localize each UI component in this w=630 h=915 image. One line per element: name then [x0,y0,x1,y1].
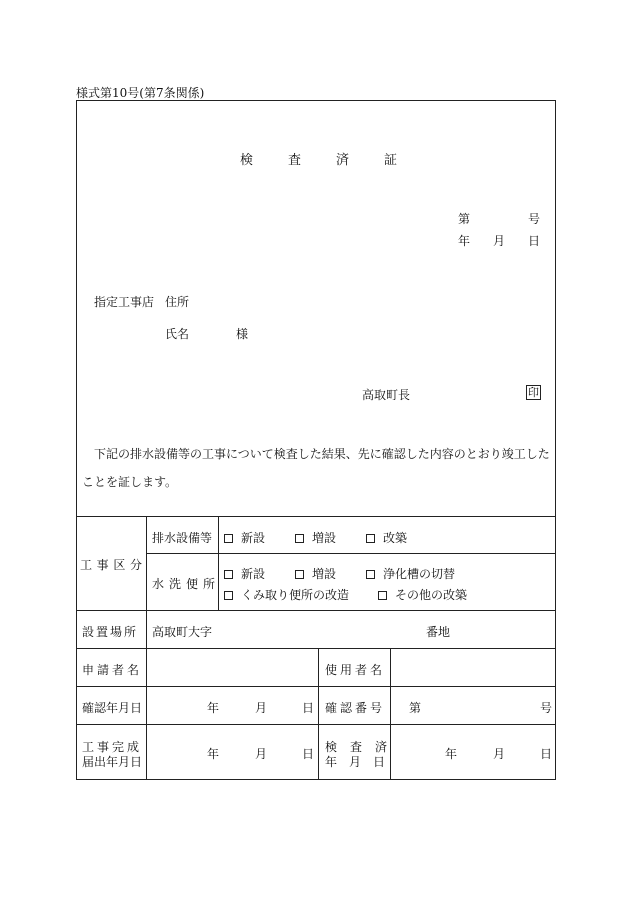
user-label: 使用者名 [325,663,386,677]
option-label: 増設 [312,567,337,581]
option-label: 改築 [383,531,408,545]
table-line [76,724,556,725]
option-label: くみ取り便所の改造 [241,588,350,602]
seal-mark: 印 [528,386,539,399]
confirm-date-day: 日 [302,701,315,715]
toilet-option-new[interactable] [224,565,265,582]
completion-label-line2: 届出年月日 [82,755,143,769]
confirm-number-dai: 第 [409,701,422,715]
contractor-name-label: 氏名 [165,327,190,341]
confirm-date-month: 月 [255,701,268,715]
confirm-date-year: 年 [207,701,220,715]
confirm-number-go: 号 [540,701,553,715]
work-category-text: 工 事 区 分 [80,558,142,572]
table-line [76,610,556,611]
drainage-option-expand[interactable] [295,529,336,546]
title-char-1: 検 [240,153,254,168]
table-line [146,516,147,780]
cert-date-month: 月 [493,234,506,248]
certificate-body [82,440,552,496]
title-char-3: 済 [336,153,350,168]
certificate-body-text: 下記の排水設備等の工事について検査した結果、先に確認した内容のとおり竣工したことを証します。 [82,447,550,489]
issuer-title: 高取町長 [362,388,411,402]
checkbox-icon[interactable] [378,591,387,600]
table-line [218,516,219,610]
toilet-option-expand[interactable] [295,565,336,582]
form-number-label: 様式第10号(第7条関係) [76,86,205,100]
table-line [318,648,319,780]
checkbox-icon[interactable] [295,534,304,543]
inspected-label-line2: 年月日 [325,755,398,769]
checkbox-icon[interactable] [224,570,233,579]
option-label: 新設 [241,567,266,581]
drainage-option-new[interactable] [224,529,265,546]
inspected-date-day: 日 [540,747,553,761]
drainage-option-rebuild[interactable] [366,529,407,546]
location-label: 設置場所 [82,625,139,639]
confirm-date-label: 確認年月日 [82,701,143,715]
checkbox-icon[interactable] [366,534,375,543]
cert-date-day: 日 [528,234,541,248]
toilet-label: 水洗便所 [152,577,221,591]
inspected-date-month: 月 [493,747,506,761]
contractor-honorific: 様 [236,327,249,341]
completion-label-line1: 工事完成 [82,740,143,754]
option-label: その他の改築 [395,588,468,602]
completion-date-year: 年 [207,747,220,761]
option-label: 新設 [241,531,266,545]
table-top-border [76,516,556,517]
option-label: 増設 [312,531,337,545]
completion-date-day: 日 [302,747,315,761]
cert-number-go: 号 [528,212,541,226]
cert-date-year: 年 [458,234,471,248]
table-line [76,686,556,687]
confirm-number-label: 確認番号 [325,701,386,715]
inspected-label-line1: 検査済 [325,740,401,754]
drainage-label: 排水設備等 [152,531,213,545]
checkbox-icon[interactable] [295,570,304,579]
location-value: 高取町大字 [152,625,213,639]
checkbox-icon[interactable] [366,570,375,579]
completion-date-month: 月 [255,747,268,761]
toilet-option-pit-conversion[interactable] [224,586,349,603]
cert-number-dai: 第 [458,212,471,226]
title-char-4: 証 [384,153,398,168]
checkbox-icon[interactable] [224,591,233,600]
option-label: 浄化槽の切替 [383,567,456,581]
checkbox-icon[interactable] [224,534,233,543]
work-category-label [80,556,142,573]
applicant-label: 申請者名 [82,663,143,677]
table-line [146,553,556,554]
contractor-label: 指定工事店 [94,295,155,309]
contractor-address-label: 住所 [165,295,190,309]
title-char-2: 査 [288,153,302,168]
table-line [76,648,556,649]
toilet-option-septic-switch[interactable] [366,565,455,582]
inspected-date-year: 年 [445,747,458,761]
location-suffix: 番地 [426,625,451,639]
toilet-option-other[interactable] [378,586,467,603]
